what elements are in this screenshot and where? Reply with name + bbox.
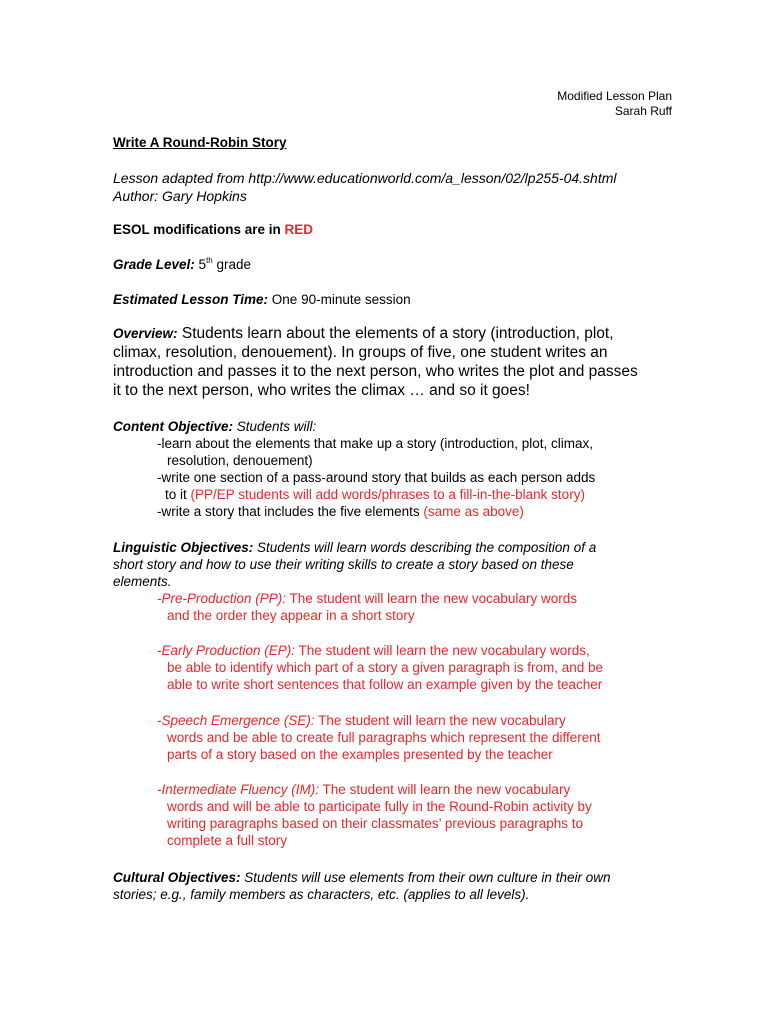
esol-prefix: ESOL modifications are in xyxy=(113,222,285,237)
time-value: One 90-minute session xyxy=(268,292,411,307)
content-item: -write a story that includes the five elements xyxy=(157,504,424,519)
overview xyxy=(113,324,693,400)
level-ep-text: able to write short sentences that follow an example given by the teacher xyxy=(167,677,603,692)
cultural-line: stories; e.g., family members as characters, etc. (applies to all levels). xyxy=(113,887,530,902)
cultural-objectives xyxy=(113,869,693,903)
document-header xyxy=(557,89,672,119)
overview-line: Students learn about the elements of a story (introduction, plot, xyxy=(177,325,614,342)
linguistic-objectives xyxy=(113,539,693,590)
level-ep-text: The student will learn the new vocabulary words, xyxy=(295,643,590,658)
grade-number: 5 xyxy=(194,257,207,272)
level-pp-label: -Pre-Production (PP): xyxy=(157,591,287,606)
grade-level xyxy=(113,256,673,273)
level-im-text: The student will learn the new vocabulary xyxy=(319,782,571,797)
level-se-text: parts of a story based on the examples presented by the teacher xyxy=(167,747,553,762)
content-objective xyxy=(113,418,673,520)
level-pp xyxy=(157,590,717,624)
esol-note xyxy=(113,221,673,238)
overview-line: introduction and passes it to the next person, who writes the plot and passes xyxy=(113,363,638,380)
time-label: Estimated Lesson Time: xyxy=(113,292,269,307)
content-item-esol: (same as above) xyxy=(423,504,524,519)
content-item: -write one section of a pass-around story that builds as each person adds xyxy=(157,470,596,485)
lesson-title: Write A Round-Robin Story xyxy=(113,135,287,150)
overview-label: Overview: xyxy=(113,326,178,341)
level-ep-text: be able to identify which part of a story a given paragraph is from, and be xyxy=(167,660,604,675)
level-im-text: complete a full story xyxy=(167,833,288,848)
level-ep xyxy=(157,642,717,693)
cultural-label: Cultural Objectives: xyxy=(113,870,241,885)
content-item-cont: to it xyxy=(165,487,191,502)
linguistic-line: elements. xyxy=(113,574,172,589)
level-se-label: -Speech Emergence (SE): xyxy=(157,713,315,728)
content-item: -learn about the elements that make up a story (introduction, plot, climax, xyxy=(157,436,593,451)
header-doc-type: Modified Lesson Plan xyxy=(557,89,672,103)
level-pp-text: and the order they appear in a short story xyxy=(167,608,415,623)
esol-red-label: RED xyxy=(284,222,314,237)
level-im-label: -Intermediate Fluency (IM): xyxy=(157,782,320,797)
level-im xyxy=(157,781,717,849)
linguistic-label: Linguistic Objectives: xyxy=(113,540,254,555)
grade-suffix: th xyxy=(206,256,213,265)
grade-word: grade xyxy=(212,257,252,272)
content-objective-intro: Students will: xyxy=(233,419,317,434)
content-item-cont: resolution, denouement) xyxy=(167,453,313,468)
linguistic-line: Students will learn words describing the composition of a xyxy=(253,540,597,555)
linguistic-line: short story and how to use their writing skills to create a story based on these xyxy=(113,557,574,572)
lesson-time xyxy=(113,291,673,308)
grade-label: Grade Level: xyxy=(113,257,195,272)
source-author: Author: Gary Hopkins xyxy=(113,188,247,204)
level-se xyxy=(157,712,717,763)
level-ep-label: -Early Production (EP): xyxy=(157,643,296,658)
level-im-text: writing paragraphs based on their classmates’ previous paragraphs to xyxy=(167,816,583,831)
level-se-text: words and be able to create full paragraphs which represent the different xyxy=(167,730,601,745)
level-pp-text: The student will learn the new vocabulary words xyxy=(286,591,577,606)
cultural-line: Students will use elements from their own culture in their own xyxy=(240,870,611,885)
source-block xyxy=(113,169,713,205)
level-se-text: The student will learn the new vocabulary xyxy=(314,713,566,728)
content-objective-label: Content Objective: xyxy=(113,419,234,434)
source-adapted: Lesson adapted from http://www.educationworld.com/a_lesson/02/lp255-04.shtml xyxy=(113,170,617,186)
overview-line: it to the next person, who writes the climax … and so it goes! xyxy=(113,382,530,399)
overview-line: climax, resolution, denouement). In groups of five, one student writes an xyxy=(113,344,608,361)
header-author: Sarah Ruff xyxy=(614,104,672,118)
content-item-esol: (PP/EP students will add words/phrases to a fill-in-the-blank story) xyxy=(190,487,585,502)
level-im-text: words and will be able to participate fully in the Round-Robin activity by xyxy=(167,799,592,814)
